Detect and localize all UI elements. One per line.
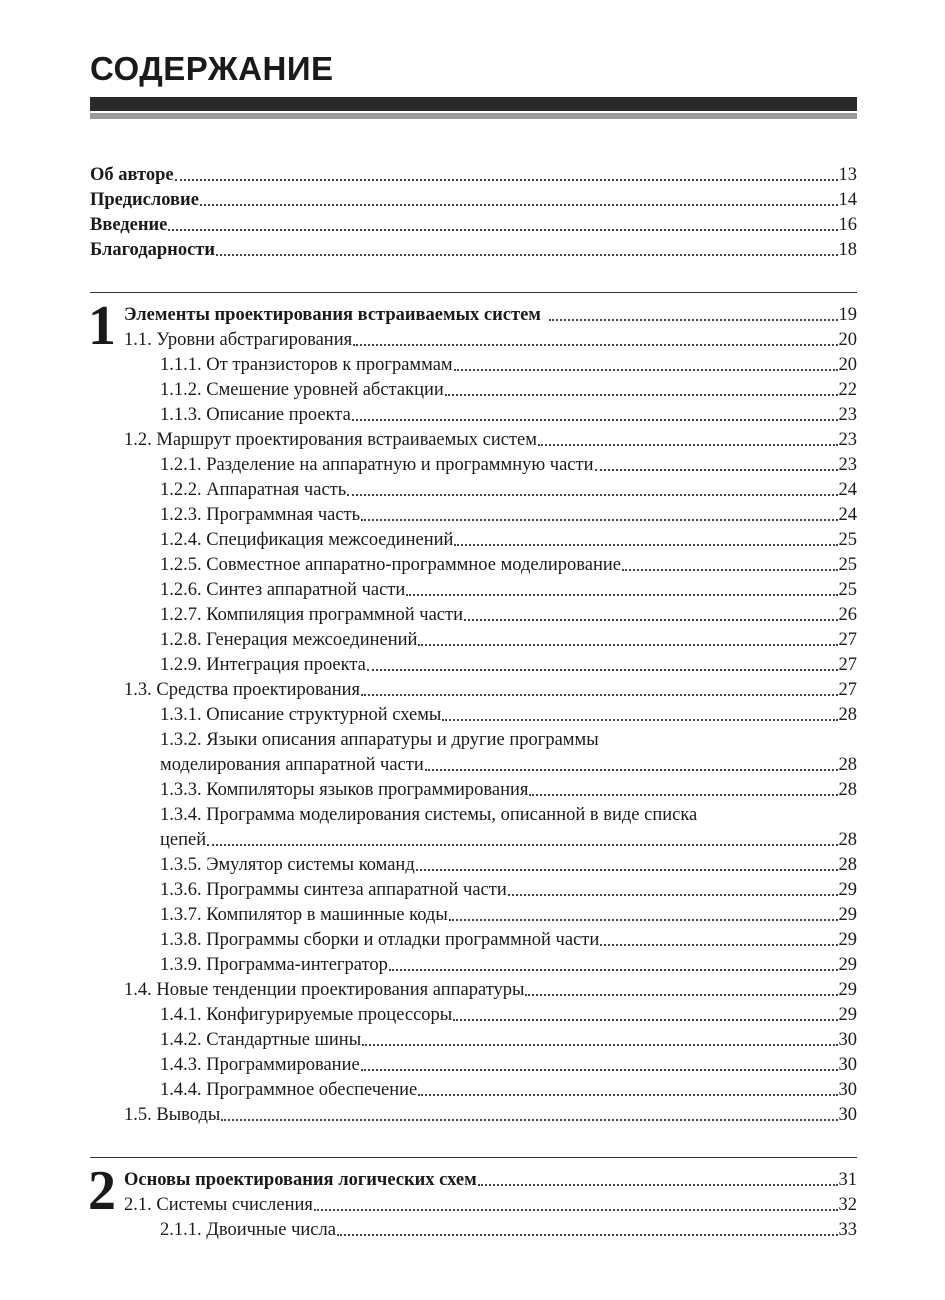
toc-entry-page: 20	[838, 330, 857, 350]
toc-entry[interactable]	[160, 1076, 857, 1101]
toc-entry[interactable]	[160, 751, 857, 776]
toc-entry-label: 1.1.1. От транзисторов к программам	[160, 355, 453, 375]
toc-entry[interactable]	[160, 476, 857, 501]
toc-entry-label-line1: 1.3.4. Программа моделирования системы, описанной в виде списка	[160, 805, 698, 825]
toc-entry-page: 28	[838, 780, 857, 800]
toc-entry-label: 1.2.8. Генерация межсоединений	[160, 630, 418, 650]
toc-entry[interactable]	[160, 401, 857, 426]
toc-entry[interactable]	[160, 876, 857, 901]
toc-entry[interactable]	[160, 1051, 857, 1076]
toc-entry[interactable]	[160, 651, 857, 676]
toc-entry-label: 1.1.3. Описание проекта	[160, 405, 351, 425]
chapter-divider	[90, 1157, 857, 1158]
toc-entry-label: 1.3.9. Программа-интегратор	[160, 955, 388, 975]
toc-entry-page: 20	[838, 355, 857, 375]
chapter-title: Основы проектирования логических схем	[124, 1170, 477, 1190]
toc-entry-acknowledgements[interactable]	[90, 236, 857, 261]
toc-entry-label: 1.3.6. Программы синтеза аппаратной части	[160, 880, 507, 900]
toc-entry[interactable]	[160, 901, 857, 926]
toc-entry[interactable]	[124, 1191, 857, 1216]
toc-entry[interactable]	[124, 1101, 857, 1126]
toc-entry-page: 32	[838, 1195, 857, 1215]
toc-entry[interactable]	[160, 576, 857, 601]
toc-entry-label: 1.4.2. Стандартные шины	[160, 1030, 362, 1050]
toc-entry-label: 1.4.4. Программное обеспечение	[160, 1080, 418, 1100]
toc-entry[interactable]	[124, 976, 857, 1001]
toc-entry[interactable]	[160, 851, 857, 876]
chapter-title-entry[interactable]	[124, 1166, 857, 1191]
toc-entry-page: 19	[838, 305, 857, 325]
toc-entry-label: 1.2. Маршрут проектирования встраиваемых систем	[124, 430, 537, 450]
toc-entry-page: 29	[838, 1005, 857, 1025]
toc-entry-label: 1.1. Уровни абстрагирования	[124, 330, 353, 350]
toc-entry-page: 18	[838, 240, 857, 260]
toc-entry-label: 1.4.1. Конфигурируемые процессоры	[160, 1005, 453, 1025]
toc-entry-page: 29	[838, 905, 857, 925]
toc-entry[interactable]	[160, 526, 857, 551]
toc-entry[interactable]	[124, 676, 857, 701]
toc-entry-label: 1.4. Новые тенденции проектирования аппаратуры	[124, 980, 525, 1000]
toc-entry-page: 29	[838, 880, 857, 900]
toc-entry-page: 29	[838, 955, 857, 975]
toc-entry-label-line1: 1.3.2. Языки описания аппаратуры и другие программы	[160, 730, 599, 750]
toc-entry-page: 23	[838, 455, 857, 475]
toc-entry-label: 1.1.2. Смешение уровней абстакции	[160, 380, 444, 400]
toc-entry-label: 2.1. Системы счисления	[124, 1195, 313, 1215]
toc-entry-page: 30	[838, 1055, 857, 1075]
toc-entry-label: 2.1.1. Двоичные числа	[160, 1220, 336, 1240]
toc-entry-label: 1.3.5. Эмулятор системы команд	[160, 855, 415, 875]
toc-entry-label: Благодарности	[90, 240, 216, 260]
toc-entry-page: 13	[838, 165, 857, 185]
toc-entry-page: 25	[838, 555, 857, 575]
toc-entry[interactable]	[160, 351, 857, 376]
toc-entry-page: 27	[838, 630, 857, 650]
chapter-title-entry[interactable]	[124, 301, 857, 326]
toc-entry-label: 1.2.6. Синтез аппаратной части	[160, 580, 406, 600]
toc-entry[interactable]	[160, 626, 857, 651]
toc-entry[interactable]	[160, 826, 857, 851]
toc-entry-preface[interactable]	[90, 186, 857, 211]
toc-entry-label: 1.2.4. Спецификация межсоединений	[160, 530, 454, 550]
toc-entry-page: 29	[838, 930, 857, 950]
toc-entry-introduction[interactable]	[90, 211, 857, 236]
toc-entry-page: 31	[838, 1170, 857, 1190]
toc-entry-page: 28	[838, 855, 857, 875]
toc-entry-label: цепей	[160, 830, 207, 850]
toc-entry[interactable]	[160, 501, 857, 526]
toc-entry-page: 28	[838, 755, 857, 775]
toc-entry-page: 24	[838, 480, 857, 500]
toc-entry-page: 28	[838, 830, 857, 850]
toc-entry-label: Введение	[90, 215, 168, 235]
toc-entry-page: 27	[838, 680, 857, 700]
toc-entry-page: 26	[838, 605, 857, 625]
toc-entry-page: 30	[838, 1080, 857, 1100]
toc-entry[interactable]	[124, 426, 857, 451]
toc-entry[interactable]	[160, 1216, 857, 1241]
toc-entry-page: 23	[838, 405, 857, 425]
toc-entry[interactable]	[160, 1026, 857, 1051]
toc-entry-page: 30	[838, 1105, 857, 1125]
toc-entry-page: 28	[838, 705, 857, 725]
toc-entry[interactable]	[160, 926, 857, 951]
toc-entry-label: 1.3.1. Описание структурной схемы	[160, 705, 442, 725]
toc-entry-label: Предисловие	[90, 190, 199, 210]
toc-entry-page: 29	[838, 980, 857, 1000]
title-rule	[90, 97, 857, 119]
toc-entry-about-author[interactable]	[90, 161, 857, 186]
toc-entry[interactable]	[160, 1001, 857, 1026]
toc-entry[interactable]	[160, 701, 857, 726]
toc-entry-label: 1.2.9. Интеграция проекта	[160, 655, 366, 675]
toc-entry-label: 1.3.8. Программы сборки и отладки программной части	[160, 930, 600, 950]
toc-entry-page: 24	[838, 505, 857, 525]
toc-entry-page: 23	[838, 430, 857, 450]
toc-entry-page: 33	[838, 1220, 857, 1240]
toc-entry-page: 22	[838, 380, 857, 400]
toc-entry-label: 1.3. Средства проектирования	[124, 680, 361, 700]
toc-entry-label: 1.2.3. Программная часть	[160, 505, 361, 525]
chapter-number: 2	[88, 1160, 116, 1222]
toc-entry-page: 30	[838, 1030, 857, 1050]
toc-entry[interactable]	[160, 551, 857, 576]
toc-entry-label: 1.2.2. Аппаратная часть	[160, 480, 347, 500]
toc-entry[interactable]	[160, 776, 857, 801]
toc-entry-label: 1.3.3. Компиляторы языков программирования	[160, 780, 529, 800]
toc-entry[interactable]	[160, 451, 857, 476]
chapter-title: Элементы проектирования встраиваемых систем	[124, 305, 541, 325]
page-title: СОДЕРЖАНИЕ	[90, 50, 334, 87]
toc-entry-label: 1.3.7. Компилятор в машинные коды	[160, 905, 448, 925]
toc-entry[interactable]	[160, 376, 857, 401]
toc-entry-page: 25	[838, 530, 857, 550]
chapter-number: 1	[88, 295, 116, 357]
toc-entry-label: 1.2.1. Разделение на аппаратную и программную части	[160, 455, 594, 475]
toc-entry-page: 27	[838, 655, 857, 675]
toc-entry[interactable]	[160, 951, 857, 976]
toc-entry-page: 16	[838, 215, 857, 235]
toc-entry[interactable]	[124, 326, 857, 351]
toc-entry-label: Об авторе	[90, 165, 174, 185]
toc-entry-label: 1.2.5. Совместное аппаратно-программное моделирование	[160, 555, 621, 575]
toc-entry-page: 25	[838, 580, 857, 600]
toc-entry-label: моделирования аппаратной части	[160, 755, 424, 775]
toc-entry[interactable]	[160, 601, 857, 626]
chapter-divider	[90, 292, 857, 293]
toc-entry-page: 14	[838, 190, 857, 210]
toc-entry-label: 1.5. Выводы	[124, 1105, 221, 1125]
toc-entry-label: 1.4.3. Программирование	[160, 1055, 360, 1075]
toc-entry-label: 1.2.7. Компиляция программной части	[160, 605, 464, 625]
